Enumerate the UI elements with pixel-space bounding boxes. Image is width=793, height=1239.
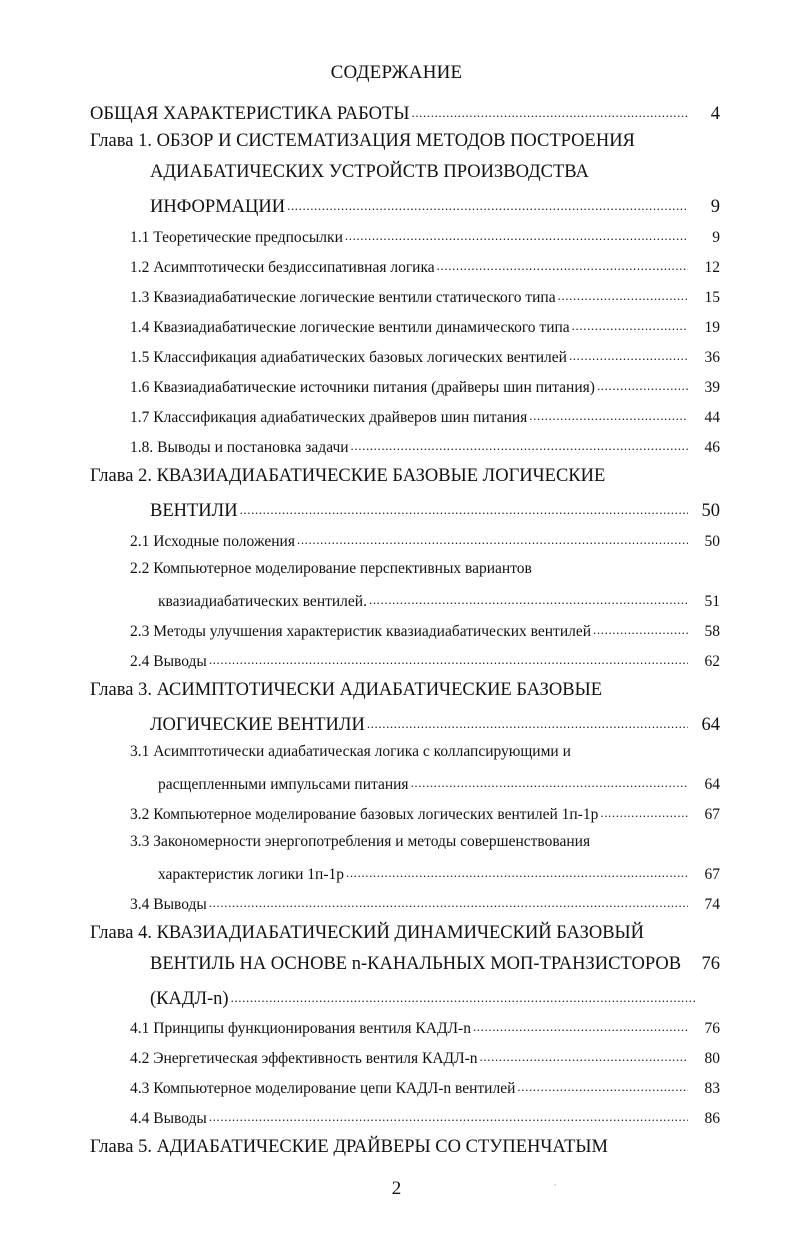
toc-entry-section-1-5[interactable] (130, 346, 720, 376)
toc-page-number: 62 (704, 652, 720, 670)
toc-entry-chapter-1-line-2[interactable] (150, 162, 720, 192)
toc-page-number: 50 (701, 500, 720, 521)
toc-entry-section-3-4[interactable] (130, 893, 720, 923)
toc-entry-label: 1.8. Выводы и постановка задачи (130, 438, 349, 456)
toc-entry-label: 4.4 Выводы (130, 1109, 207, 1127)
dot-leader (209, 1107, 688, 1123)
toc-entry-label: 4.1 Принципы функционирования вентиля КАДЛ-n (130, 1019, 471, 1037)
dot-leader (480, 1047, 688, 1063)
page-number: 2 (391, 1178, 402, 1199)
toc-entry-section-3-2[interactable] (130, 803, 720, 833)
dot-leader (209, 893, 688, 909)
toc-entry-label: ИНФОРМАЦИИ (150, 196, 286, 217)
dot-leader (240, 497, 688, 516)
toc-entry-label: Глава 5. АДИАБАТИЧЕСКИЕ ДРАЙВЕРЫ СО СТУПЕНЧАТЫМ (90, 1137, 609, 1157)
toc-entry-label: расщепленными импульсами питания (158, 775, 409, 793)
toc-entry-label: 2.2 Компьютерное моделирование перспективных вариантов (130, 560, 532, 577)
toc-entry-label: 4.2 Энергетическая эффективность вентиля КАДЛ-n (130, 1049, 478, 1067)
toc-entry-section-3-3-line-2[interactable] (158, 863, 720, 893)
toc-entry-label: 1.2 Асимптотически бездиссипативная логика (130, 258, 435, 276)
toc-page-number: 74 (704, 895, 720, 913)
toc-entry-section-2-2-line-1[interactable] (130, 560, 720, 590)
toc-entry-label: 2.4 Выводы (130, 652, 207, 670)
toc-page-number: 46 (704, 438, 720, 456)
dot-leader (593, 620, 688, 636)
toc-entry-label: Глава 1. ОБЗОР И СИСТЕМАТИЗАЦИЯ МЕТОДОВ ПОСТРОЕНИЯ (90, 131, 635, 151)
toc-entry-section-1-1[interactable] (130, 226, 720, 256)
toc-entry-label: АДИАБАТИЧЕСКИХ УСТРОЙСТВ ПРОИЗВОДСТВА (150, 162, 589, 182)
toc-entry-label: Глава 3. АСИМПТОТИЧЕСКИ АДИАБАТИЧЕСКИЕ БАЗОВЫЕ (90, 680, 603, 700)
scan-speck (554, 1184, 556, 1186)
toc-entry-chapter-3-line-2[interactable] (150, 711, 720, 741)
toc-entry-section-2-1[interactable] (130, 530, 720, 560)
toc-page-number: 64 (701, 714, 720, 735)
dot-leader (558, 286, 688, 302)
dot-leader (517, 1077, 688, 1093)
toc-entry-chapter-2-line-2[interactable] (150, 497, 720, 527)
toc-entry-section-4-3[interactable] (130, 1077, 720, 1107)
dot-leader (411, 773, 688, 789)
dot-leader (529, 406, 688, 422)
toc-entry-chapter-2-line-1[interactable] (90, 466, 720, 496)
toc-entry-section-1-3[interactable] (130, 286, 720, 316)
dot-leader (411, 100, 688, 119)
toc-title: СОДЕРЖАНИЕ (330, 62, 463, 83)
toc-entry-label: ЛОГИЧЕСКИЕ ВЕНТИЛИ (150, 714, 365, 735)
toc-entry-section-4-4[interactable] (130, 1107, 720, 1137)
dot-leader (287, 193, 688, 212)
toc-entry-label: 4.3 Компьютерное моделирование цепи КАДЛ-n вентилей (130, 1079, 516, 1097)
toc-page-number: 67 (704, 865, 720, 883)
toc-entry-label: характеристик логики 1п-1р (158, 865, 344, 883)
toc-page-number: 9 (710, 196, 720, 217)
toc-entry-chapter-1-line-3[interactable] (150, 193, 720, 223)
toc-entry-label: 2.1 Исходные положения (130, 532, 295, 550)
toc-page-number: 80 (704, 1049, 720, 1067)
toc-page-number: 39 (704, 378, 720, 396)
toc-page-number: 36 (704, 348, 720, 366)
dot-leader (346, 863, 688, 879)
toc-entry-chapter-4-line-1[interactable] (90, 923, 720, 953)
toc-entry-label: 3.2 Компьютерное моделирование базовых логических вентилей 1п-1р (130, 805, 599, 823)
toc-entry-section-3-3-line-1[interactable] (130, 833, 720, 863)
toc-page-number: 50 (704, 532, 720, 550)
toc-entry-section-2-2-line-2[interactable] (158, 590, 720, 620)
toc-entry-chapter-3-line-1[interactable] (90, 680, 720, 710)
toc-entry-label: 1.4 Квазиадиабатические логические вентили динамического типа (130, 318, 570, 336)
toc-entry-chapter-4-line-2[interactable] (150, 954, 720, 984)
dot-leader (345, 226, 688, 242)
toc-entry-chapter-4-line-3[interactable] (150, 985, 696, 1015)
toc-page-number: 83 (704, 1079, 720, 1097)
dot-leader (367, 711, 688, 730)
dot-leader (297, 530, 688, 546)
toc-entry-section-4-1[interactable] (130, 1017, 720, 1047)
dot-leader (209, 650, 688, 666)
toc-page-number: 76 (704, 1019, 720, 1037)
toc-page-number: 9 (712, 228, 720, 246)
toc-entry-general[interactable] (90, 100, 720, 130)
toc-entry-section-1-8[interactable] (130, 436, 720, 466)
toc-entry-label: 1.1 Теоретические предпосылки (130, 228, 343, 246)
toc-entry-label: 3.1 Асимптотически адиабатическая логика с коллапсирующими и (130, 743, 571, 760)
dot-leader (572, 316, 688, 332)
toc-page-number: 76 (701, 954, 720, 974)
toc-page-number: 67 (704, 805, 720, 823)
toc-entry-label: ВЕНТИЛИ (150, 500, 238, 521)
toc-page-number: 12 (704, 258, 720, 276)
toc-entry-section-3-1-line-2[interactable] (158, 773, 720, 803)
toc-entry-section-1-7[interactable] (130, 406, 720, 436)
toc-entry-section-1-2[interactable] (130, 256, 720, 286)
toc-page-number: 44 (704, 408, 720, 426)
toc-entry-section-1-6[interactable] (130, 376, 720, 406)
dot-leader (437, 256, 688, 272)
toc-entry-label: 2.3 Методы улучшения характеристик квазиадиабатических вентилей (130, 622, 592, 640)
toc-entry-chapter-1-line-1[interactable] (90, 131, 720, 161)
toc-entry-section-4-2[interactable] (130, 1047, 720, 1077)
toc-page-number: 4 (710, 103, 720, 124)
toc-page-number: 51 (704, 592, 720, 610)
toc-page-number: 58 (704, 622, 720, 640)
toc-entry-label: 3.4 Выводы (130, 895, 207, 913)
dot-leader (351, 436, 688, 452)
toc-page-number: 19 (704, 318, 720, 336)
toc-entry-section-2-3[interactable] (130, 620, 720, 650)
toc-entry-label: ОБЩАЯ ХАРАКТЕРИСТИКА РАБОТЫ (90, 103, 410, 124)
dot-leader (369, 590, 688, 606)
dot-leader (231, 985, 696, 1004)
toc-entry-chapter-5-line-1[interactable] (90, 1137, 720, 1167)
toc-entry-label: 3.3 Закономерности энергопотребления и методы совершенствования (130, 833, 591, 850)
toc-page-number: 86 (704, 1109, 720, 1127)
toc-page-number: 15 (704, 288, 720, 306)
toc-entry-label: 1.6 Квазиадиабатические источники питания (драйверы шин питания) (130, 378, 595, 396)
toc-entry-section-2-4[interactable] (130, 650, 720, 680)
toc-entry-label: квазиадиабатических вентилей. (158, 592, 367, 610)
dot-leader (597, 376, 688, 392)
toc-entry-label: 1.7 Классификация адиабатических драйверов шин питания (130, 408, 528, 426)
toc-entry-section-3-1-line-1[interactable] (130, 743, 720, 773)
toc-page-number: 64 (704, 775, 720, 793)
dot-leader (473, 1017, 688, 1033)
toc-entry-section-1-4[interactable] (130, 316, 720, 346)
toc-entry-label: ВЕНТИЛЬ НА ОСНОВЕ n-КАНАЛЬНЫХ МОП-ТРАНЗИСТОРОВ (150, 954, 682, 974)
toc-entry-label: Глава 2. КВАЗИАДИАБАТИЧЕСКИЕ БАЗОВЫЕ ЛОГИЧЕСКИЕ (90, 466, 606, 486)
toc-entry-label: 1.3 Квазиадиабатические логические вентили статического типа (130, 288, 556, 306)
dot-leader (569, 346, 688, 362)
toc-entry-label: 1.5 Классификация адиабатических базовых логических вентилей (130, 348, 567, 366)
dot-leader (600, 803, 688, 819)
toc-entry-label: (КАДЛ-n) (150, 988, 229, 1009)
toc-entry-label: Глава 4. КВАЗИАДИАБАТИЧЕСКИЙ ДИНАМИЧЕСКИЙ БАЗОВЫЙ (90, 923, 645, 943)
